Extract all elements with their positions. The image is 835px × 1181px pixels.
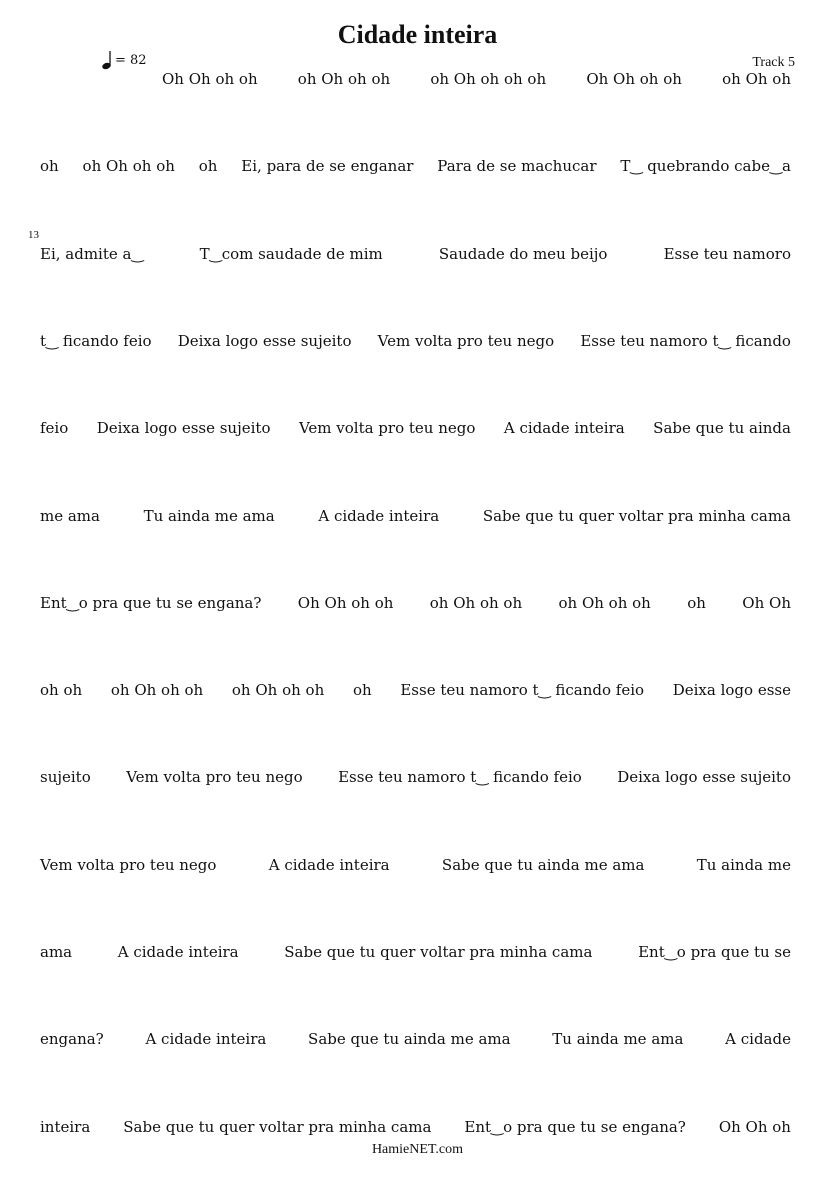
lyric-line: [40, 594, 791, 612]
lyric-segment: oh Oh oh oh: [110, 681, 204, 700]
lyric-segment: Deixa logo esse: [672, 681, 791, 700]
lyric-segment: Sabe que tu ainda me ama: [308, 1030, 511, 1049]
lyric-segment: Deixa logo esse sujeito: [96, 419, 271, 438]
lyric-segment: Esse teu namoro t‿ ficando feio: [338, 768, 582, 787]
lyric-segment: A cidade inteira: [145, 1030, 267, 1049]
system-number: 13: [28, 229, 39, 241]
track-label: Track 5: [752, 55, 795, 70]
lyric-line: [40, 1118, 791, 1136]
lyric-line: [40, 768, 791, 786]
footer-site: HamieNET.com: [371, 1142, 464, 1157]
tempo-value: = 82: [115, 52, 147, 68]
lyric-segment: oh Oh oh oh: [82, 157, 175, 176]
lyric-segment: A cidade inteira: [503, 419, 625, 438]
song-title: Cidade inteira: [337, 20, 498, 49]
lyric-segment: Sabe que tu quer voltar pra minha cama: [123, 1117, 432, 1136]
lyric-segment: oh Oh oh oh oh: [430, 70, 547, 88]
lyric-segment: Tu ainda me ama: [143, 506, 275, 525]
lyric-segment: A cidade inteira: [318, 506, 440, 525]
lyric-segment: Esse teu namoro t‿ ficando: [580, 331, 791, 350]
lyric-segment: Sabe que tu quer voltar pra minha cama: [482, 506, 791, 525]
lyric-line: [40, 157, 791, 175]
lyric-line: [162, 70, 791, 88]
lyric-segment: Tu ainda me: [696, 855, 791, 874]
lyric-line: [40, 856, 791, 874]
lyric-segment: Ent‿o pra que tu se engana?: [464, 1117, 686, 1136]
lyric-segment: A cidade inteira: [117, 943, 239, 961]
lyric-segment: oh: [687, 593, 706, 612]
lyric-segment: me ama: [40, 506, 100, 525]
lyric-segment: Saudade do meu beijo: [438, 244, 608, 263]
lyric-line: [40, 1030, 791, 1048]
lyric-line: [40, 681, 791, 699]
lyric-segment: oh: [352, 681, 372, 700]
lyric-segment: Vem volta pro teu nego: [126, 768, 303, 787]
lyric-segment: Tu ainda me ama: [552, 1030, 684, 1049]
quarter-note-icon: [101, 50, 113, 70]
lyric-segment: oh: [40, 157, 59, 176]
lyric-segment: Oh Oh oh oh: [586, 70, 682, 88]
lyric-segment: feio: [40, 419, 69, 438]
lyric-segment: Ei, para de se enganar: [241, 157, 414, 176]
lyric-segment: Ent‿o pra que tu se: [638, 943, 791, 961]
lyric-line: [40, 419, 791, 437]
lyric-segment: Vem volta pro teu nego: [40, 855, 217, 874]
lyric-segment: Sabe que tu ainda me ama: [441, 855, 645, 874]
lyric-segment: sujeito: [40, 768, 91, 787]
lyric-segment: t‿ ficando feio: [40, 331, 152, 350]
lyric-segment: Deixa logo esse sujeito: [177, 331, 352, 350]
lyric-line: [40, 507, 791, 525]
lyric-segment: Oh Oh oh: [718, 1117, 791, 1136]
lyric-segment: oh: [198, 157, 218, 176]
lyric-line: [40, 332, 791, 350]
tempo-marking: [101, 50, 147, 70]
lyric-segment: engana?: [40, 1030, 104, 1049]
lyric-segment: oh Oh oh oh: [231, 681, 325, 700]
lyric-segment: Ei, admite a‿: [40, 244, 144, 263]
lyric-segment: A cidade: [725, 1030, 791, 1049]
lyric-segment: ama: [40, 943, 73, 961]
lyric-segment: Sabe que tu ainda: [653, 419, 791, 438]
lyric-segment: Deixa logo esse sujeito: [617, 768, 791, 787]
lyric-segment: T‿com saudade de mim: [199, 244, 383, 263]
lyric-segment: Oh Oh oh oh: [297, 593, 394, 612]
lyric-segment: Esse teu namoro: [663, 244, 791, 263]
lyric-line: [40, 943, 791, 961]
lyric-segment: Vem volta pro teu nego: [298, 419, 476, 438]
lyric-segment: Vem volta pro teu nego: [377, 331, 555, 350]
lyric-segment: inteira: [40, 1117, 91, 1136]
lyric-segment: Para de se machucar: [437, 157, 597, 176]
lyric-line: [40, 245, 791, 263]
lyric-segment: Esse teu namoro t‿ ficando feio: [400, 681, 645, 700]
lyric-segment: Oh Oh: [742, 593, 791, 612]
lyric-segment: oh Oh oh oh: [558, 593, 651, 612]
lyric-segment: Sabe que tu quer voltar pra minha cama: [284, 943, 593, 961]
lyric-segment: A cidade inteira: [268, 855, 390, 874]
lyric-segment: Oh Oh oh oh: [162, 70, 258, 88]
lyric-segment: oh Oh oh oh: [429, 593, 523, 612]
lyric-segment: Ent‿o pra que tu se engana?: [40, 593, 262, 612]
lyric-segment: oh Oh oh oh: [297, 70, 391, 88]
lyric-segment: oh oh: [40, 681, 83, 700]
lyric-segment: oh Oh oh: [722, 70, 791, 88]
lyric-segment: T‿ quebrando cabe‿a: [620, 157, 791, 176]
